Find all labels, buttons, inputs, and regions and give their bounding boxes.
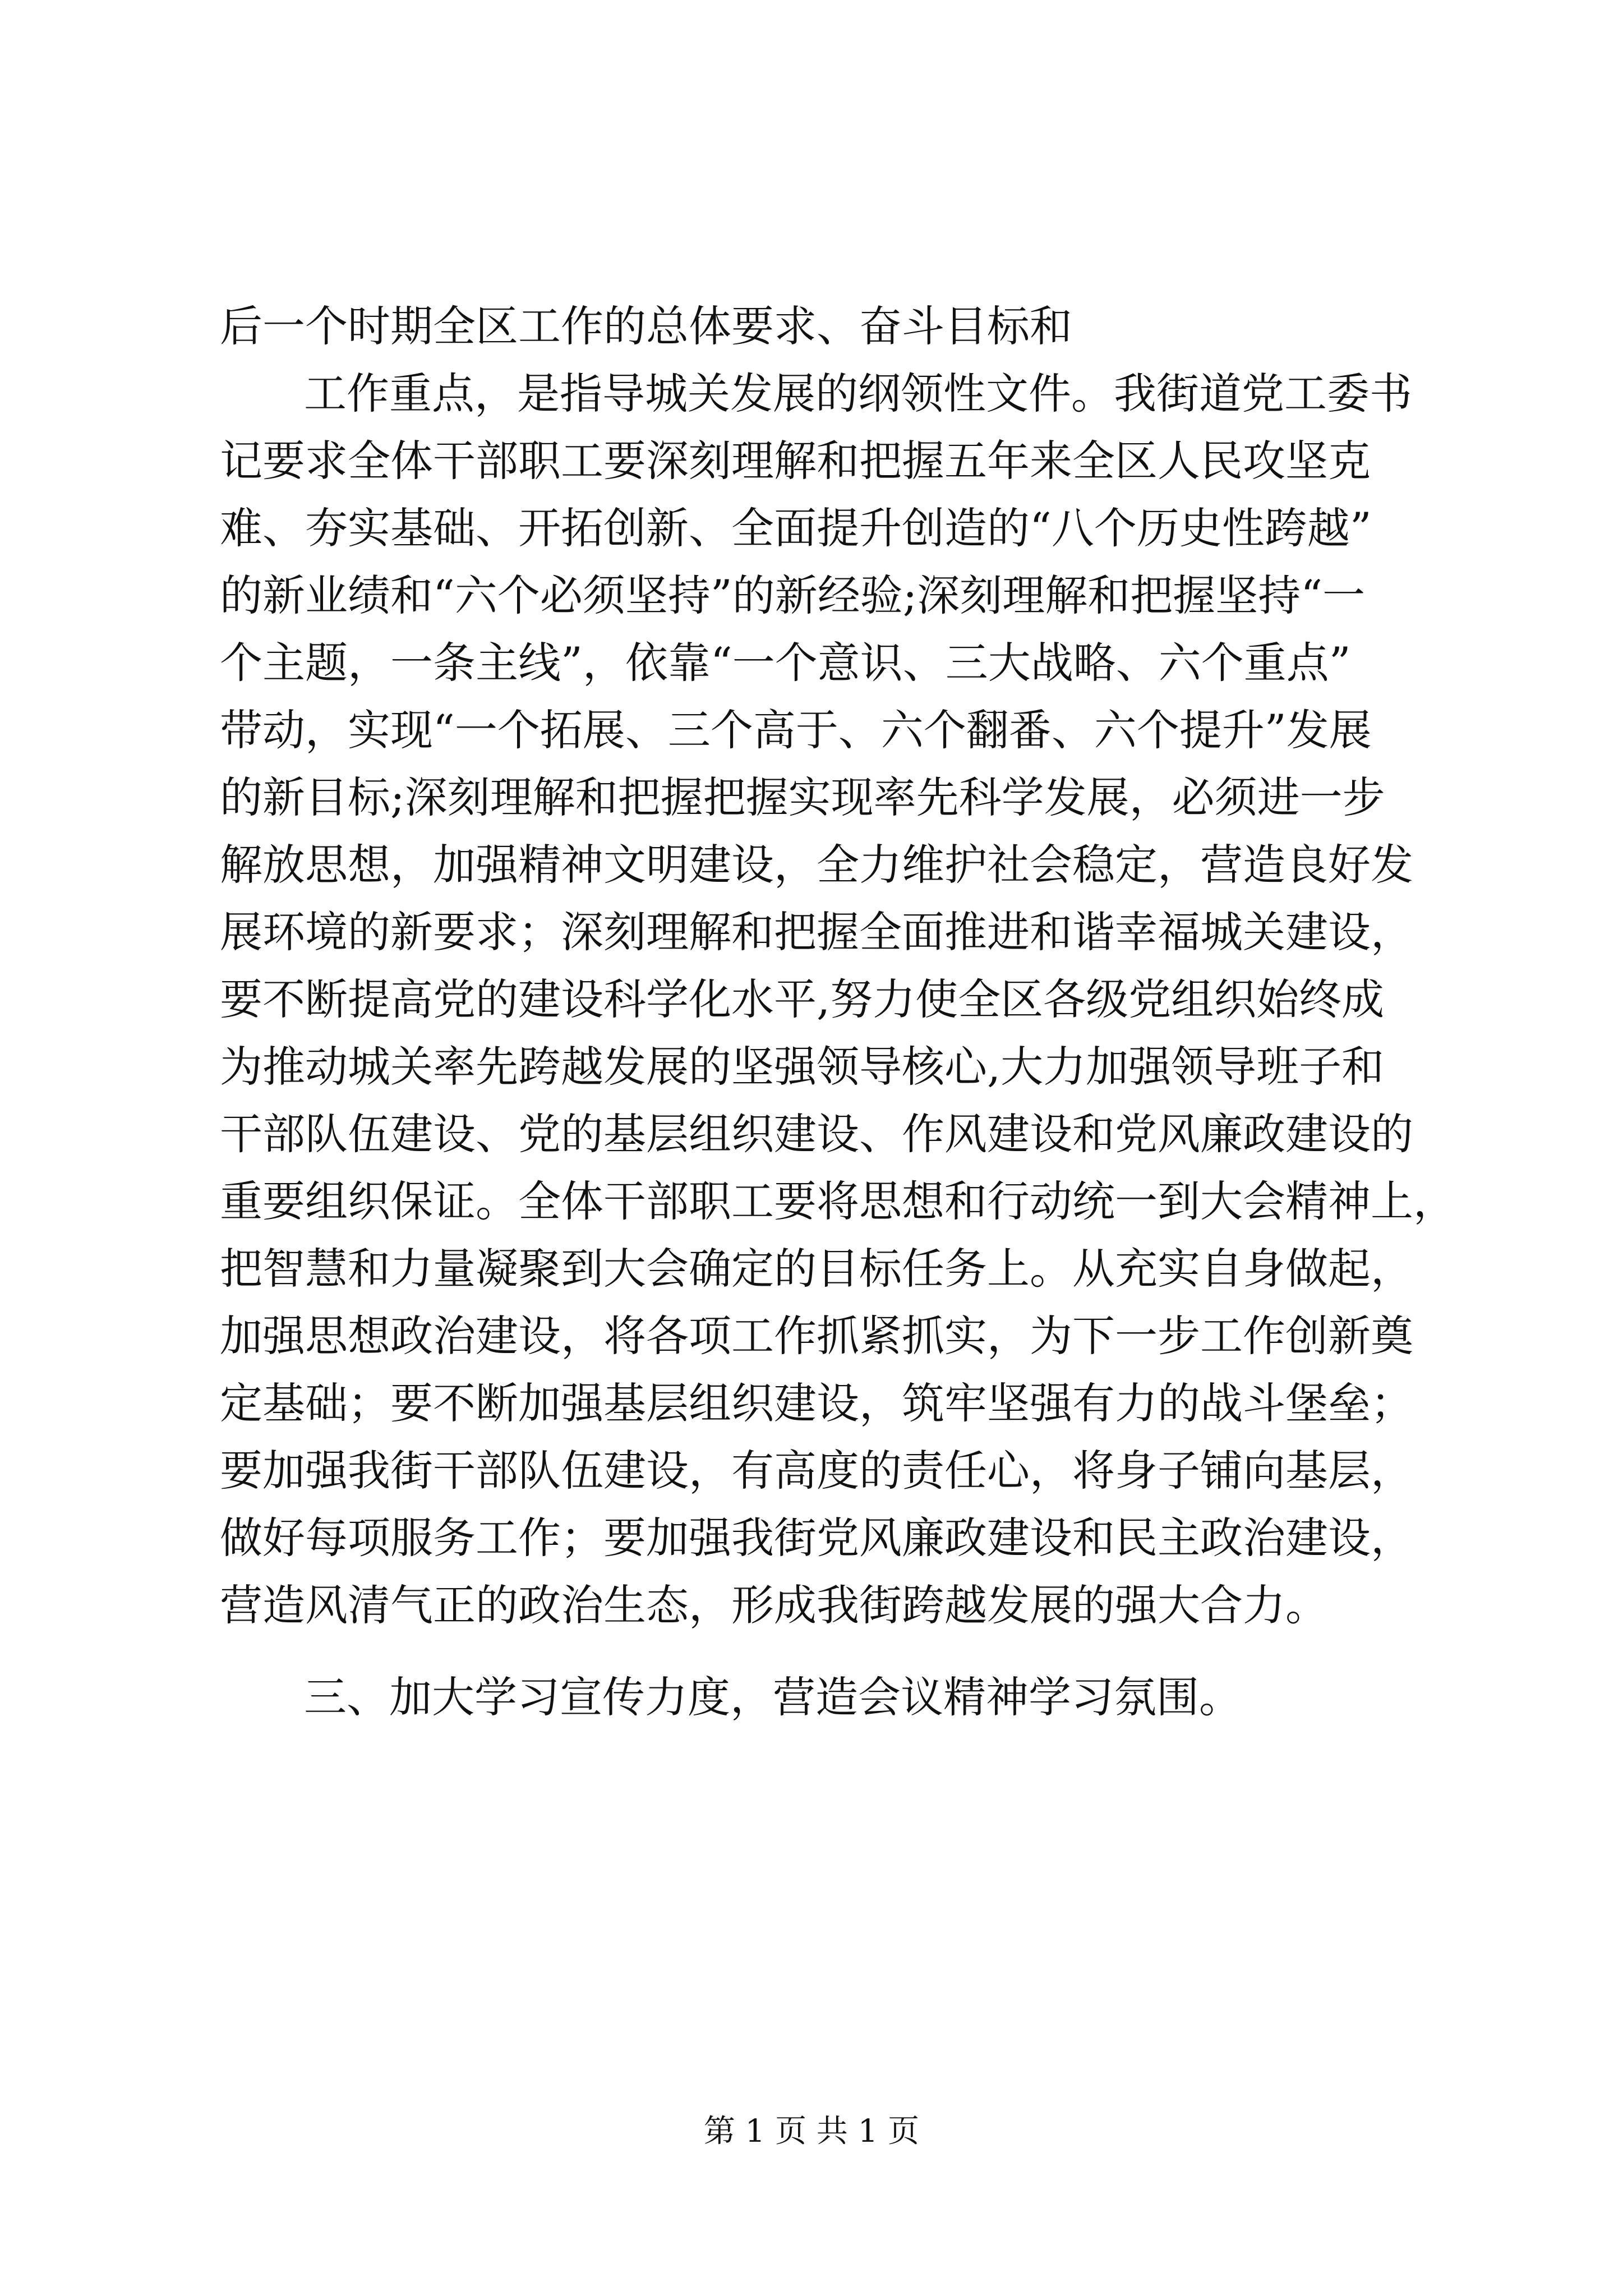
text-line: 解放思想，加强精神文明建设，全力维护社会稳定，营造良好发 xyxy=(220,840,1413,890)
text-line: 把智慧和力量凝聚到大会确定的目标任务上。从充实自身做起， xyxy=(220,1244,1413,1294)
text-line: 要不断提高党的建设科学化水平,努力使全区各级党组织始终成 xyxy=(220,974,1385,1024)
paragraph-start-line: 工作重点，是指导城关发展的纲领性文件。我街道党工委书 xyxy=(304,369,1412,418)
text-line: 后一个时期全区工作的总体要求、奋斗目标和 xyxy=(220,301,1072,351)
document-body xyxy=(220,293,1456,1731)
text-line: 记要求全体干部职工要深刻理解和把握五年来全区人民攻坚克 xyxy=(220,436,1371,486)
text-line: 个主题，一条主线”，依靠“一个意识、三大战略、六个重点” xyxy=(220,638,1351,688)
page-number-footer: 第 1 页 共 1 页 xyxy=(703,2113,920,2150)
text-line: 营造风清气正的政治生态，形成我街跨越发展的强大合力。 xyxy=(220,1580,1328,1630)
section-heading: 三、加大学习宣传力度，营造会议精神学习氛围。 xyxy=(304,1672,1242,1722)
text-line: 的新业绩和“六个必须坚持”的新经验;深刻理解和把握坚持“一 xyxy=(220,570,1366,620)
text-line: 为推动城关率先跨越发展的坚强领导核心,大力加强领导班子和 xyxy=(220,1042,1385,1092)
text-line: 带动，实现“一个拓展、三个高于、六个翻番、六个提升”发展 xyxy=(220,705,1372,755)
text-line: 定基础；要不断加强基层组织建设，筑牢坚强有力的战斗堡垒； xyxy=(220,1378,1413,1428)
text-line: 的新目标;深刻理解和把握把握实现率先科学发展，必须进一步 xyxy=(220,772,1385,822)
text-line: 展环境的新要求；深刻理解和把握全面推进和谐幸福城关建设， xyxy=(220,907,1413,957)
text-line: 加强思想政治建设，将各项工作抓紧抓实，为下一步工作创新奠 xyxy=(220,1311,1413,1361)
text-line: 做好每项服务工作；要加强我街党风廉政建设和民主政治建设， xyxy=(220,1513,1413,1563)
text-line: 重要组织保证。全体干部职工要将思想和行动统一到大会精神上， xyxy=(220,1176,1456,1226)
text-line: 干部队伍建设、党的基层组织建设、作风建设和党风廉政建设的 xyxy=(220,1109,1413,1159)
text-line: 难、夯实基础、开拓创新、全面提升创造的“八个历史性跨越” xyxy=(220,503,1372,553)
text-line: 要加强我街干部队伍建设，有高度的责任心，将身子铺向基层， xyxy=(220,1446,1413,1496)
